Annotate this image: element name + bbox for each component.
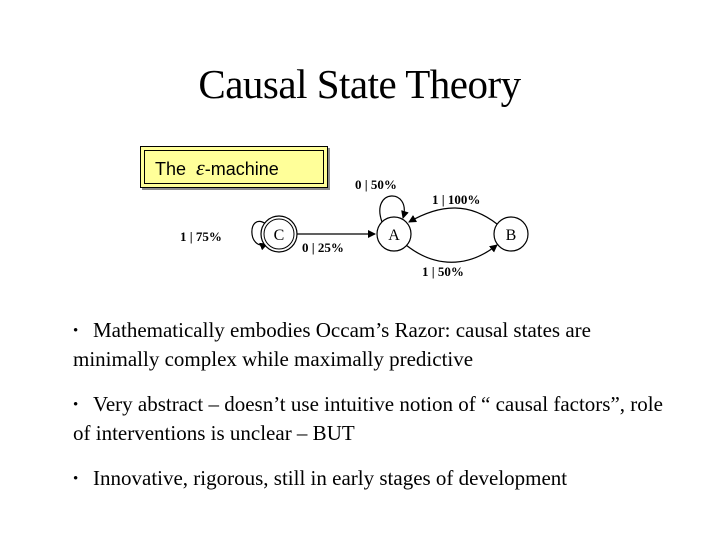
bullet-item xyxy=(73,316,673,373)
node-a-label: A xyxy=(388,227,400,244)
machine-box-prefix: The xyxy=(155,159,187,179)
edge-c-to-a-label: 0 | 25% xyxy=(302,240,344,255)
epsilon-symbol: ε xyxy=(196,155,205,180)
edge-a-self-loop-label: 0 | 50% xyxy=(355,177,397,192)
edge-a-to-b xyxy=(406,245,497,262)
bullet-item xyxy=(73,390,673,447)
machine-box-suffix: -machine xyxy=(204,159,279,179)
bullet-item xyxy=(73,464,673,493)
bullet-marker: • xyxy=(73,471,79,487)
slide-title: Causal State Theory xyxy=(198,61,521,107)
bullet-text: Very abstract – doesn’t use intuitive notion of “ causal factors”, role of interventions is unclear – BUT xyxy=(73,392,663,445)
node-c-label: C xyxy=(273,227,285,244)
edge-c-self-loop-label: 1 | 75% xyxy=(180,229,222,244)
edge-b-to-a xyxy=(409,208,497,224)
bullet-text: Innovative, rigorous, still in early stages of development xyxy=(93,466,568,490)
edge-a-to-b-label: 1 | 50% xyxy=(422,264,464,279)
bullet-list xyxy=(73,316,673,510)
bullet-marker: • xyxy=(73,323,79,339)
node-b-label: B xyxy=(505,227,517,244)
bullet-text: Mathematically embodies Occam’s Razor: causal states are minimally complex while maximally predictive xyxy=(73,318,591,371)
bullet-marker: • xyxy=(73,397,79,413)
edge-b-to-a-label: 1 | 100% xyxy=(432,192,481,207)
